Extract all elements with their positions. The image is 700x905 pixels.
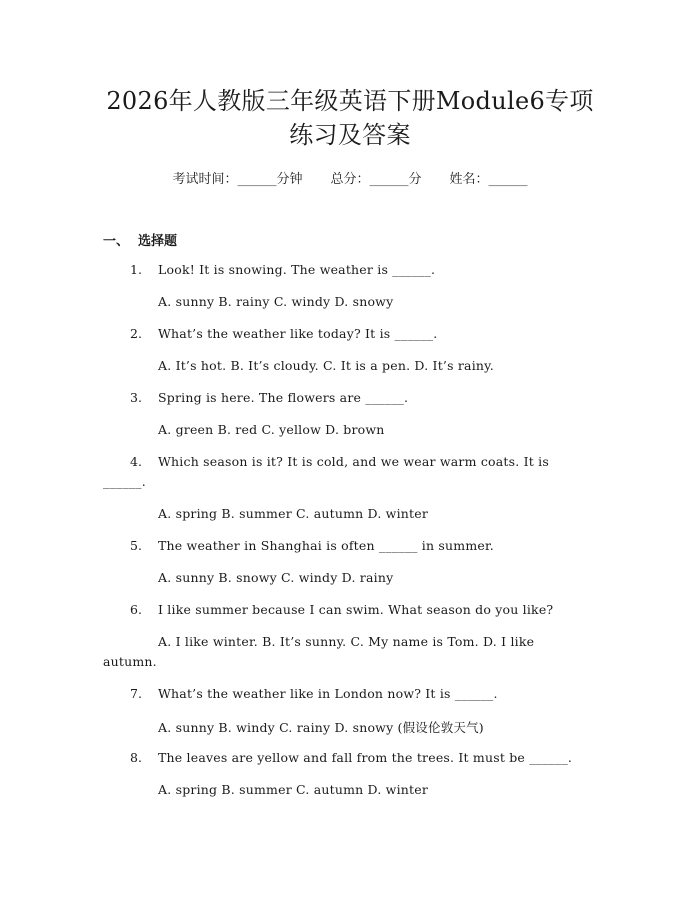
- question-text: The weather in Shanghai is often ______ in summer.: [158, 538, 494, 553]
- section-number: 一、: [103, 234, 130, 249]
- question-number: 7.: [130, 686, 142, 701]
- question-options: A. green B. red C. yellow D. brown: [158, 422, 385, 437]
- exam-info: [0, 168, 700, 187]
- question-text: Look! It is snowing. The weather is ______.: [158, 262, 436, 277]
- exam-time-field: 考试时间：______分钟: [172, 172, 303, 187]
- question-options: A. spring B. summer C. autumn D. winter: [158, 506, 429, 521]
- question-options: A. sunny B. snowy C. windy D. rainy: [158, 570, 394, 585]
- question-options: A. I like winter. B. It’s sunny. C. My name is Tom. D. I like: [158, 634, 535, 649]
- student-name-field: 姓名：______: [449, 172, 528, 187]
- question-text-continuation: ______.: [103, 474, 146, 489]
- question-text: Which season is it? It is cold, and we wear warm coats. It is: [158, 454, 549, 469]
- question-number: 4.: [130, 454, 142, 469]
- question-options: A. spring B. summer C. autumn D. winter: [158, 782, 429, 797]
- question-number: 3.: [130, 390, 142, 405]
- document-title-line-1: 2026年人教版三年级英语下册Module6专项: [106, 87, 594, 115]
- question-options-continuation: autumn.: [103, 654, 157, 669]
- question-text: Spring is here. The flowers are ______.: [158, 390, 409, 405]
- section-heading: [103, 230, 177, 249]
- document-title-line-2: 练习及答案: [289, 121, 411, 149]
- question-number: 5.: [130, 538, 142, 553]
- question-number: 8.: [130, 750, 142, 765]
- question-text: What’s the weather like in London now? It is ______.: [158, 686, 498, 701]
- question-options: A. It’s hot. B. It’s cloudy. C. It is a pen. D. It’s rainy.: [158, 358, 494, 373]
- question-number: 6.: [130, 602, 142, 617]
- question-text: I like summer because I can swim. What season do you like?: [158, 602, 554, 617]
- question-number: 2.: [130, 326, 142, 341]
- question-text: What’s the weather like today? It is ______.: [158, 326, 438, 341]
- question-text: The leaves are yellow and fall from the trees. It must be ______.: [158, 750, 573, 765]
- total-score-field: 总分：______分: [330, 172, 422, 187]
- question-options: A. sunny B. rainy C. windy D. snowy: [158, 294, 394, 309]
- section-title: 选择题: [138, 234, 178, 249]
- question-options: A. sunny B. windy C. rainy D. snowy (假设伦敦天气): [158, 720, 484, 735]
- question-number: 1.: [130, 262, 142, 277]
